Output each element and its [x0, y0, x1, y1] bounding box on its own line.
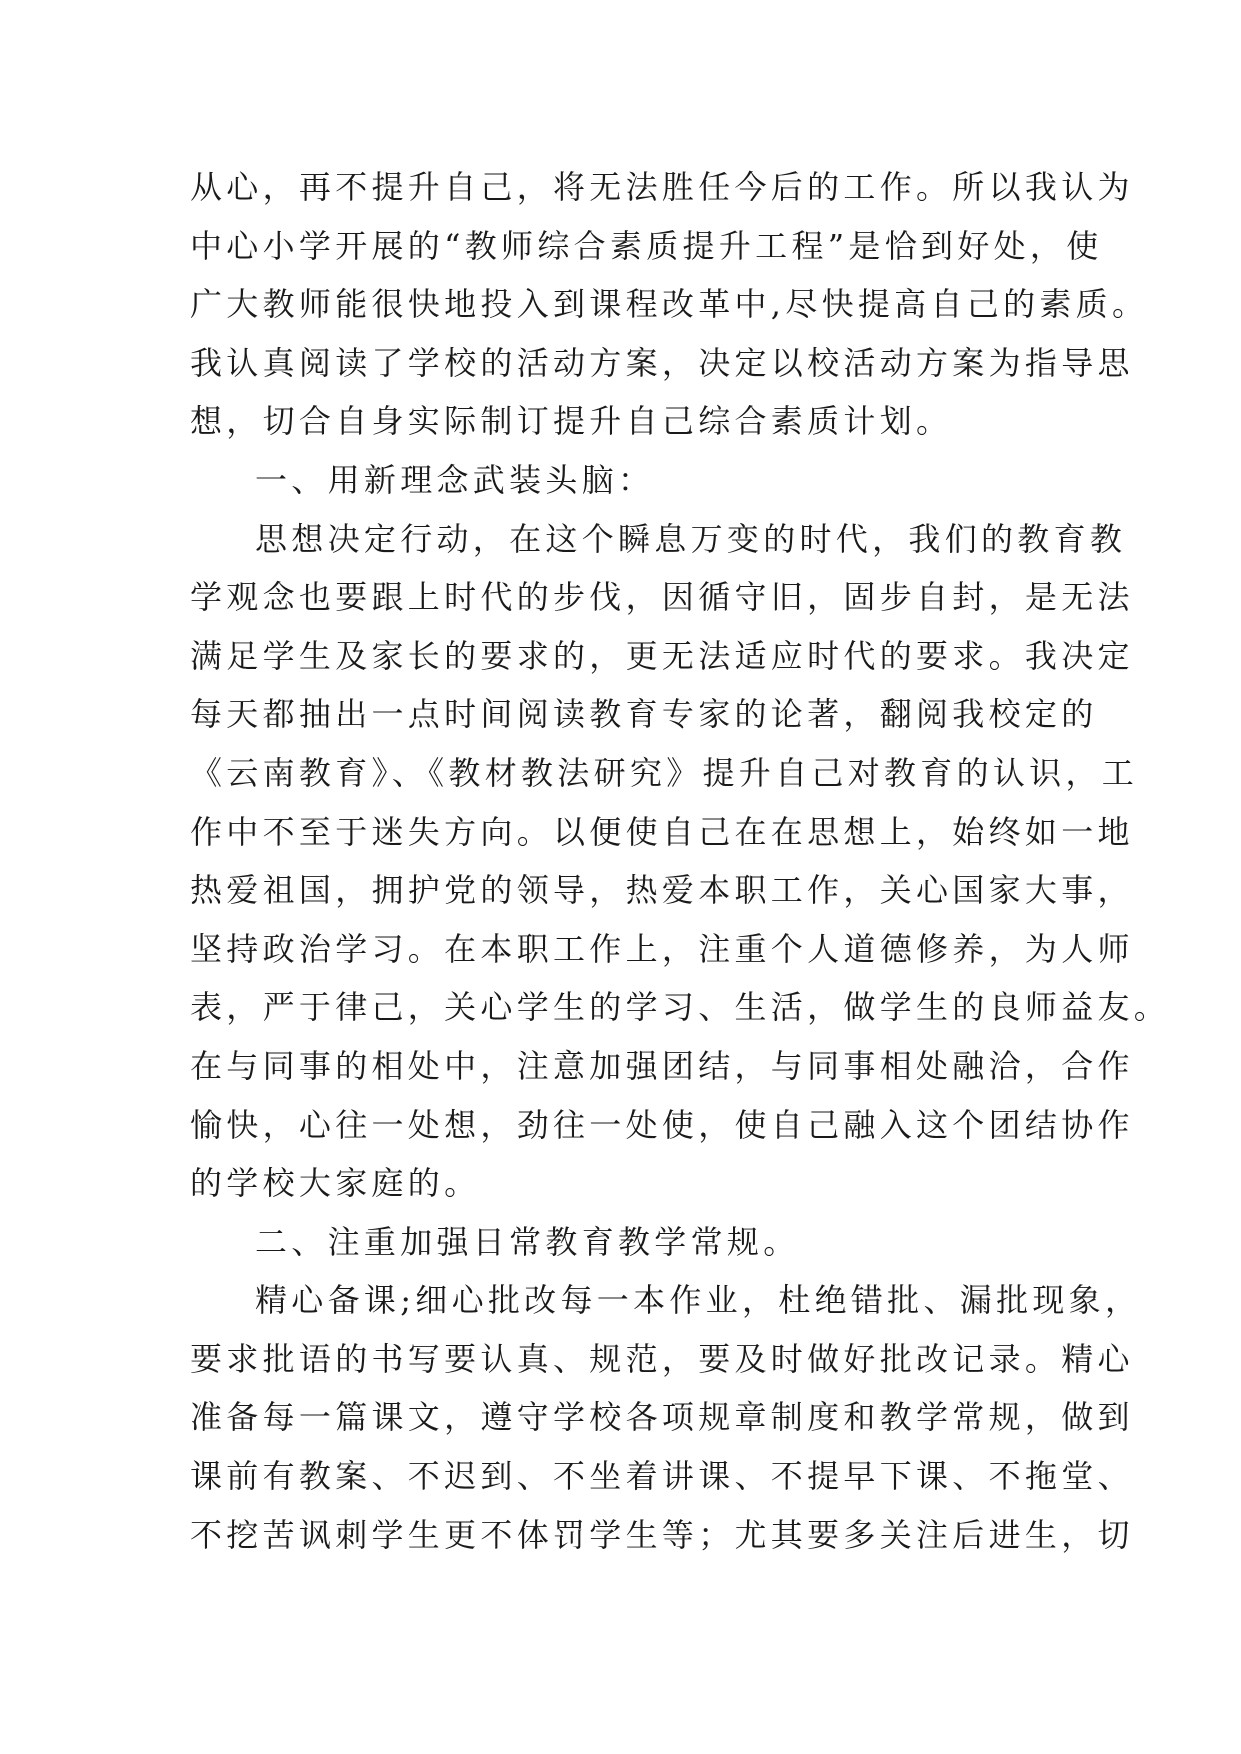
text-line: 不挖苦讽刺学生更不体罚学生等；尤其要多关注后进生，切 — [190, 1515, 1134, 1554]
text-line: 我认真阅读了学校的活动方案，决定以校活动方案为指导思 — [190, 343, 1134, 382]
text-line: 的学校大家庭的。 — [190, 1164, 481, 1203]
text-line: 广大教师能很快地投入到课程改革中,尽快提高自己的素质。 — [190, 285, 1149, 324]
text-line: 准备每一篇课文，遵守学校各项规章制度和教学常规，做到 — [190, 1398, 1134, 1437]
text-line: 中心小学开展的“教师综合素质提升工程”是恰到好处，使 — [190, 226, 1103, 265]
text-line: 热爱祖国，拥护党的领导，热爱本职工作，关心国家大事， — [190, 871, 1134, 910]
text-line: 学观念也要跟上时代的步伐，因循守旧，固步自封，是无法 — [190, 578, 1134, 617]
text-line: 在与同事的相处中，注意加强团结，与同事相处融洽，合作 — [190, 1046, 1134, 1085]
text-line: 作中不至于迷失方向。以便使自己在在思想上，始终如一地 — [190, 812, 1134, 851]
text-line: 愉快，心往一处想，劲往一处使，使自己融入这个团结协作 — [190, 1105, 1134, 1144]
text-line: 每天都抽出一点时间阅读教育专家的论著，翻阅我校定的 — [190, 695, 1098, 734]
paragraph-first-line: 一、用新理念武装头脑： — [255, 460, 655, 499]
text-line: 满足学生及家长的要求的，更无法适应时代的要求。我决定 — [190, 636, 1134, 675]
text-line: 从心，再不提升自己，将无法胜任今后的工作。所以我认为 — [190, 168, 1134, 206]
text-line: 坚持政治学习。在本职工作上，注重个人道德修养，为人师 — [190, 929, 1134, 968]
text-line: 要求批语的书写要认真、规范，要及时做好批改记录。精心 — [190, 1339, 1134, 1378]
text-line: 《云南教育》、《教材教法研究》提升自己对教育的认识，工 — [190, 753, 1139, 792]
text-line: 想，切合自身实际制订提升自己综合素质计划。 — [190, 402, 953, 441]
paragraph-first-line: 二、注重加强日常教育教学常规。 — [255, 1222, 800, 1261]
body-text — [190, 158, 1171, 1564]
text-line: 课前有教案、不迟到、不坐着讲课、不提早下课、不拖堂、 — [190, 1457, 1134, 1496]
paragraph-first-line: 精心备课;细心批改每一本作业，杜绝错批、漏批现象， — [255, 1281, 1142, 1320]
text-line: 表，严于律己，关心学生的学习、生活，做学生的良师益友。 — [190, 988, 1171, 1027]
paragraph-first-line: 思想决定行动，在这个瞬息万变的时代，我们的教育教 — [255, 519, 1127, 558]
